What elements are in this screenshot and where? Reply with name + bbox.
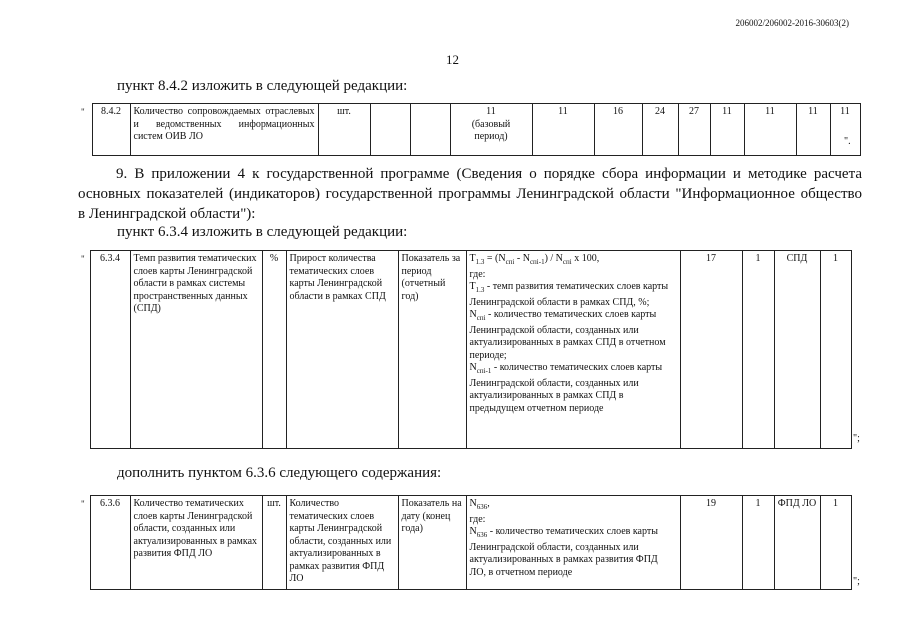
period-type: Показатель за период (отчетный год) xyxy=(398,251,466,449)
code-cell: 1 xyxy=(742,496,774,590)
value-cell: 11 xyxy=(830,104,860,156)
source-cell: ФПД ЛО xyxy=(774,496,820,590)
value-cell: 11 xyxy=(796,104,830,156)
open-quote: " xyxy=(81,106,85,117)
formula: $N_{636}$, xyxy=(469,498,490,511)
indicator-name: Количество тематических слоев карты Ленинградской области, созданных или актуализированных в рамках развития ФПД ЛО xyxy=(130,496,262,590)
legend-n-previous: $N_{спi-1}$ - количество тематических слоев карты Ленинградской области, созданных или актуализированных в рамках СПД в предыдущем отчетном периоде xyxy=(469,362,663,414)
table-row xyxy=(78,496,851,590)
paragraph-6-3-4-intro: пункт 6.3.4 изложить в следующей редакции: xyxy=(117,224,408,240)
paragraph-8-4-2-intro: пункт 8.4.2 изложить в следующей редакции: xyxy=(117,78,408,94)
code-cell: 19 xyxy=(680,496,742,590)
close-quote: "; xyxy=(853,433,860,444)
table-6-3-4 xyxy=(78,250,852,449)
close-quote: ". xyxy=(844,136,851,147)
empty-cell xyxy=(410,104,450,156)
table-row xyxy=(78,104,860,156)
code-cell: 1 xyxy=(820,251,851,449)
paragraph-9 xyxy=(78,164,862,224)
empty-cell xyxy=(370,104,410,156)
value-cell: 11 xyxy=(532,104,594,156)
legend-t: $T_{1.3}$ - темп развития тематических слоев карты Ленинградской области в рамках СПД, %; xyxy=(469,281,669,308)
code-cell: 1 xyxy=(820,496,851,590)
code-cell: 1 xyxy=(742,251,774,449)
paragraph-9-line-3: в Ленинградской области"): xyxy=(78,206,256,222)
indicator-definition: Прирост количества тематических слоев карты Ленинградской области в рамках СПД xyxy=(286,251,398,449)
base-label: (базовый xyxy=(471,118,511,130)
paragraph-9-line-1: 9. В приложении 4 к государственной программе (Сведения о порядке сбора информации и методике расчета xyxy=(116,166,862,182)
document-id: 206002/206002-2016-30603(2) xyxy=(735,18,849,28)
indicator-definition: Количество тематических слоев карты Ленинградской области, созданных или актуализированных в рамках развития ФПД ЛО xyxy=(286,496,398,590)
where-label: где: xyxy=(469,268,486,280)
indicator-name: Количество сопровождаемых отраслевых и ведомственных информационных систем ОИВ ЛО xyxy=(130,104,318,156)
value-cell: 11 xyxy=(744,104,796,156)
legend-n: $N_{636}$ - количество тематических слоев карты Ленинградской области, созданных или актуализированных в рамках развития ФПД ЛО, в отчетном периоде xyxy=(469,526,658,578)
paragraph-9-line-2: основных показателей (индикаторов) государственной программы Ленинградской области "Информационное общество xyxy=(78,186,862,202)
indicator-number: 8.4.2 xyxy=(92,104,130,156)
period-type: Показатель на дату (конец года) xyxy=(398,496,466,590)
unit-cell: шт. xyxy=(318,104,370,156)
value-cell: 24 xyxy=(642,104,678,156)
paragraph-6-3-6-intro: дополнить пунктом 6.3.6 следующего содержания: xyxy=(117,465,442,481)
table-6-3-6 xyxy=(78,495,852,590)
indicator-number: 6.3.4 xyxy=(90,251,130,449)
open-quote: " xyxy=(81,253,85,264)
table-8-4-2 xyxy=(78,103,861,156)
source-cell: СПД xyxy=(774,251,820,449)
base-label-cont: период) xyxy=(474,131,508,142)
formula-cell xyxy=(466,496,680,590)
page-number: 12 xyxy=(446,52,459,67)
unit-cell: % xyxy=(262,251,286,449)
indicator-name: Темп развития тематических слоев карты Ленинградской области в рамках системы пространственных данных (СПД) xyxy=(130,251,262,449)
value-cell: 27 xyxy=(678,104,710,156)
base-value: 11 xyxy=(486,106,496,117)
formula: $T_{1.3} = (N_{спi} - N_{спi-1}) / N_{спi}$ x 100, xyxy=(469,253,600,266)
code-cell: 17 xyxy=(680,251,742,449)
legend-n-current: $N_{спi}$ - количество тематических слоев карты Ленинградской области, созданных или актуализированных в рамках СПД в отчетном периоде; xyxy=(469,309,666,361)
indicator-number: 6.3.6 xyxy=(90,496,130,590)
value-cell: 11 xyxy=(710,104,744,156)
close-quote: "; xyxy=(853,576,860,587)
base-period-cell xyxy=(450,104,532,156)
table-row xyxy=(78,251,851,449)
where-label: где: xyxy=(469,513,486,525)
value-cell: 16 xyxy=(594,104,642,156)
open-quote: " xyxy=(81,498,85,509)
formula-cell xyxy=(466,251,680,449)
unit-cell: шт. xyxy=(262,496,286,590)
